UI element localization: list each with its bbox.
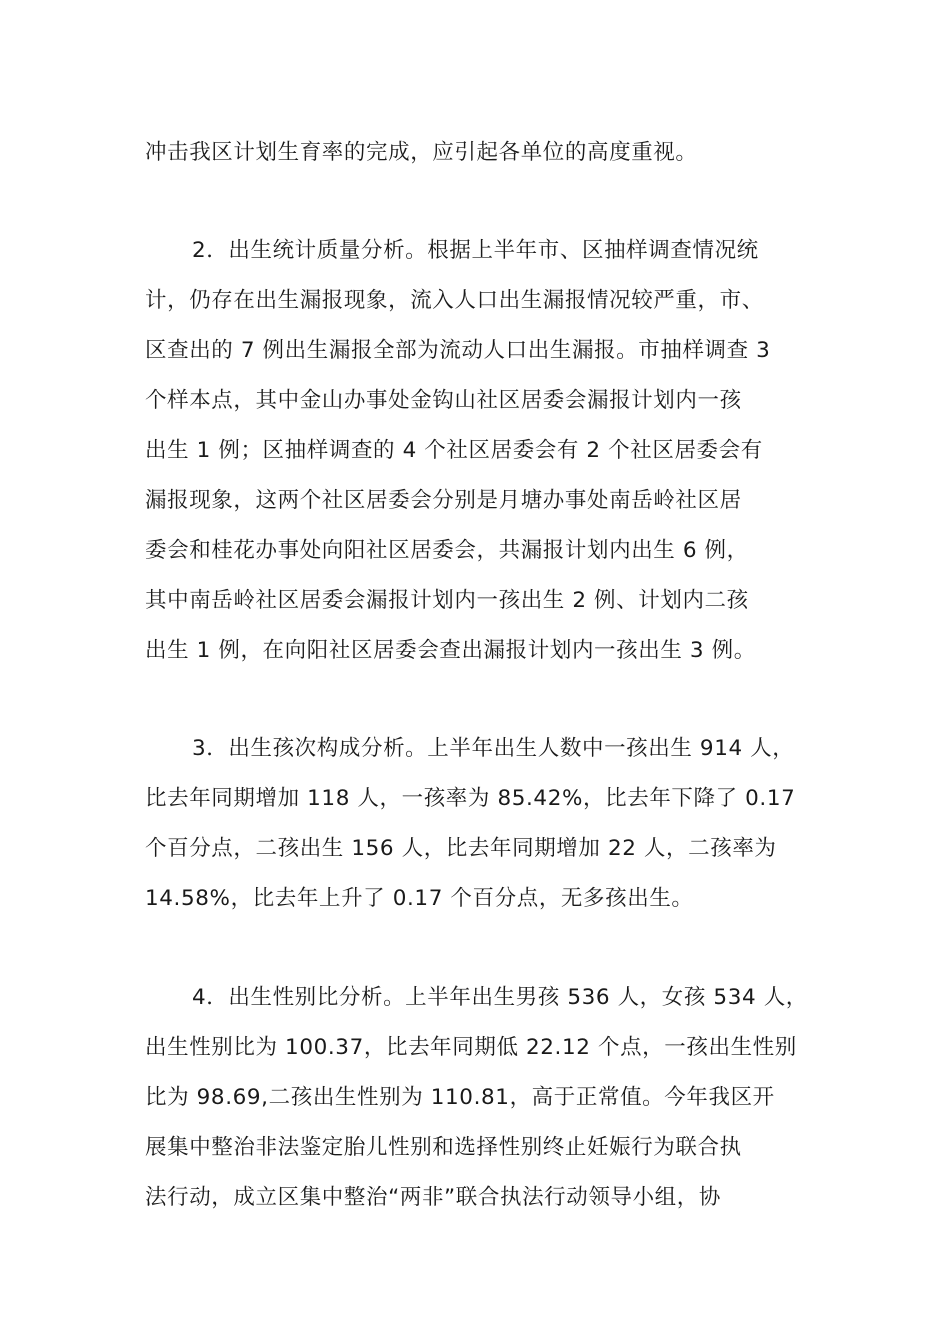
paragraph-1-line-1: 冲击我区计划生育率的完成，应引起各单位的高度重视。 — [145, 140, 698, 165]
paragraph-3-line-3: 个百分点，二孩出生 156 人，比去年同期增加 22 人，二孩率为 — [145, 836, 777, 861]
paragraph-2-line-3: 区查出的 7 例出生漏报全部为流动人口出生漏报。市抽样调查 3 — [145, 338, 771, 363]
paragraph-2-line-1: 2．出生统计质量分析。根据上半年市、区抽样调查情况统 — [192, 238, 759, 263]
paragraph-2-line-6: 漏报现象，这两个社区居委会分别是月塘办事处南岳岭社区居 — [145, 488, 742, 513]
paragraph-2-line-8: 其中南岳岭社区居委会漏报计划内一孩出生 2 例、计划内二孩 — [145, 588, 749, 613]
paragraph-4-line-2: 出生性别比为 100.37，比去年同期低 22.12 个点，一孩出生性别 — [145, 1035, 797, 1060]
paragraph-4-line-1: 4．出生性别比分析。上半年出生男孩 536 人，女孩 534 人， — [192, 985, 808, 1010]
paragraph-3-line-4: 14.58%，比去年上升了 0.17 个百分点，无多孩出生。 — [145, 886, 694, 911]
paragraph-2-line-9: 出生 1 例，在向阳社区居委会查出漏报计划内一孩出生 3 例。 — [145, 638, 756, 663]
paragraph-4-line-5: 法行动，成立区集中整治“两非”联合执法行动领导小组，协 — [145, 1185, 721, 1210]
paragraph-4-line-4: 展集中整治非法鉴定胎儿性别和选择性别终止妊娠行为联合执 — [145, 1135, 742, 1160]
paragraph-2-line-7: 委会和桂花办事处向阳社区居委会，共漏报计划内出生 6 例， — [145, 538, 749, 563]
paragraph-3-line-1: 3．出生孩次构成分析。上半年出生人数中一孩出生 914 人， — [192, 736, 795, 761]
paragraph-2-line-2: 计，仍存在出生漏报现象，流入人口出生漏报情况较严重，市、 — [145, 288, 764, 313]
paragraph-3-line-2: 比去年同期增加 118 人，一孩率为 85.42%，比去年下降了 0.17 — [145, 786, 796, 811]
paragraph-2-line-4: 个样本点，其中金山办事处金钩山社区居委会漏报计划内一孩 — [145, 388, 742, 413]
paragraph-2-line-5: 出生 1 例；区抽样调查的 4 个社区居委会有 2 个社区居委会有 — [145, 438, 763, 463]
paragraph-4-line-3: 比为 98.69,二孩出生性别为 110.81，高于正常值。今年我区开 — [145, 1085, 775, 1110]
